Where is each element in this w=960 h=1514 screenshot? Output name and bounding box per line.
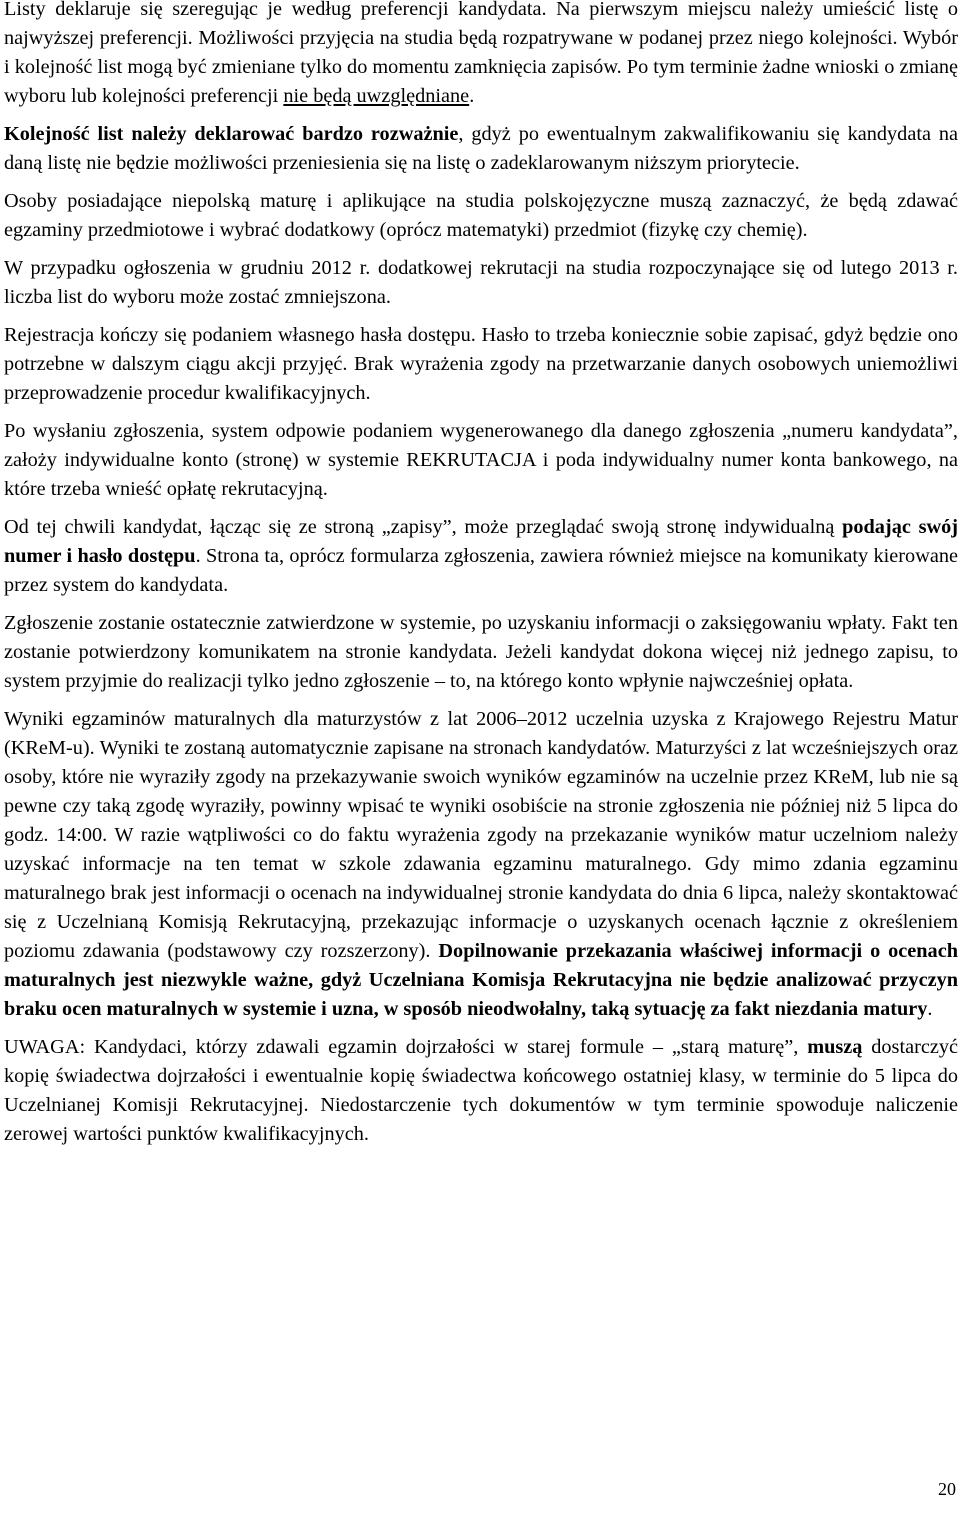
bold-text: Kolejność list należy deklarować bardzo rozważnie	[4, 123, 459, 145]
paragraph-registration-password: Rejestracja kończy się podaniem własnego hasła dostępu. Hasło to trzeba koniecznie sobie zapisać, gdyż będzie ono potrzebne w dalszym ciągu akcji przyjęć. Brak wyrażenia zgody na przetwarzanie danych osobowych uniemożliwi przeprowadzenie procedur kwalifikacyjnych.	[4, 324, 958, 404]
page-number: 20	[938, 1479, 956, 1499]
paragraph-foreign-matura: Osoby posiadające niepolską maturę i aplikujące na studia polskojęzyczne muszą zaznaczyć, że będą zdawać egzaminy przedmiotowe i wybrać dodatkowy (oprócz matematyki) przedmiot (fizykę czy chemię).	[4, 190, 958, 241]
paragraph-text: Od tej chwili kandydat, łącząc się ze stroną „zapisy”, może przeglądać swoją stronę indywidualną	[4, 516, 843, 538]
paragraph-list-preferences	[4, 0, 958, 111]
bold-text: podając swój numer i hasło dostępu	[4, 516, 958, 567]
paragraph-candidate-number: Po wysłaniu zgłoszenia, system odpowie podaniem wygenerowanego dla danego zgłoszenia „numeru kandydata”, założy indywidualne konto (stronę) w systemie REKRUTACJA i poda indywidualny numer konta bankowego, na które trzeba wnieść opłatę rekrutacyjną.	[4, 420, 958, 500]
underlined-text: nie będą uwzględniane	[283, 85, 470, 107]
paragraph-text: Listy deklaruje się szeregując je według preferencji kandydata. Na pierwszym miejscu należy umieścić listę o najwyższej preferencji. Możliwości przyjęcia na studia będą rozpatrywane w podanej przez niego kolejności. Wybór i kolejność list mogą być zmieniane tylko do momentu zamknięcia zapisów. Po tym terminie żadne wnioski o zmianę wyboru lub kolejności preferencji	[4, 0, 958, 107]
bold-text: muszą	[807, 1036, 863, 1058]
paragraph-list-order-warning	[4, 120, 958, 178]
paragraph-candidate-page	[4, 513, 958, 600]
paragraph-text-end: dostarczyć kopię świadectwa dojrzałości i ewentualnie kopię świadectwa końcowego ostatniej klasy, w terminie do 5 lipca do Uczelnianej Komisji Rekrutacyjnej. Niedostarczenie tych dokumentów w tym terminie spowoduje naliczenie zerowej wartości punktów kwalifikacyjnych.	[4, 1036, 958, 1145]
paragraph-text-end: .	[927, 998, 933, 1020]
paragraph-text: UWAGA: Kandydaci, którzy zdawali egzamin dojrzałości w starej formule – „starą maturę”,	[4, 1036, 808, 1058]
paragraph-matura-results	[4, 705, 958, 1024]
paragraph-old-matura-notice	[4, 1033, 958, 1149]
paragraph-text-end: .	[469, 85, 475, 107]
bold-text: Dopilnowanie przekazania właściwej informacji o ocenach maturalnych jest niezwykle ważne, gdyż Uczelniana Komisja Rekrutacyjna nie będzie analizować przyczyn braku ocen maturalnych w systemie i uzna, w sposób nieodwołalny, taką sytuację za fakt niezdania matury	[4, 940, 958, 1020]
document-page	[4, 0, 958, 1158]
paragraph-text: Wyniki egzaminów maturalnych dla maturzystów z lat 2006–2012 uczelnia uzyska z Krajowego Rejestru Matur (KReM-u). Wyniki te zostaną automatycznie zapisane na stronach kandydatów. Maturzyści z lat wcześniejszych oraz osoby, które nie wyraziły zgody na przekazywanie swoich wyników egzaminów na uczelnie przez KReM, lub nie są pewne czy taką zgodę wyraziły, powinny wpisać te wyniki osobiście na stronie zgłoszenia nie później niż 5 lipca do godz. 14:00. W razie wątpliwości co do faktu wyrażenia zgody na przekazanie wyników matur uczelniom należy uzyskać informacje na ten temat w szkole zdawania egzaminu maturalnego. Gdy mimo zdania egzaminu maturalnego brak jest informacji o ocenach na indywidualnej stronie kandydata do dnia 6 lipca, należy skontaktować się z Uczelnianą Komisją Rekrutacyjną, przekazując informacje o uzyskanych ocenach łącznie z określeniem poziomu zdawania (podstawowy czy rozszerzony).	[4, 708, 958, 962]
paragraph-additional-recruitment: W przypadku ogłoszenia w grudniu 2012 r. dodatkowej rekrutacji na studia rozpoczynające się od lutego 2013 r. liczba list do wyboru może zostać zmniejszona.	[4, 257, 958, 308]
paragraph-application-confirmation: Zgłoszenie zostanie ostatecznie zatwierdzone w systemie, po uzyskaniu informacji o zaksięgowaniu wpłaty. Fakt ten zostanie potwierdzony komunikatem na stronie kandydata. Jeżeli kandydat dokona więcej niż jednego zapisu, to system przyjmie do realizacji tylko jedno zgłoszenie – to, na którego konto wpłynie najwcześniej opłata.	[4, 612, 958, 692]
paragraph-text-end: . Strona ta, oprócz formularza zgłoszenia, zawiera również miejsce na komunikaty kierowane przez system do kandydata.	[4, 545, 958, 596]
paragraph-text: , gdyż po ewentualnym zakwalifikowaniu się kandydata na daną listę nie będzie możliwości przeniesienia się na listę o zadeklarowanym niższym priorytecie.	[4, 123, 958, 174]
